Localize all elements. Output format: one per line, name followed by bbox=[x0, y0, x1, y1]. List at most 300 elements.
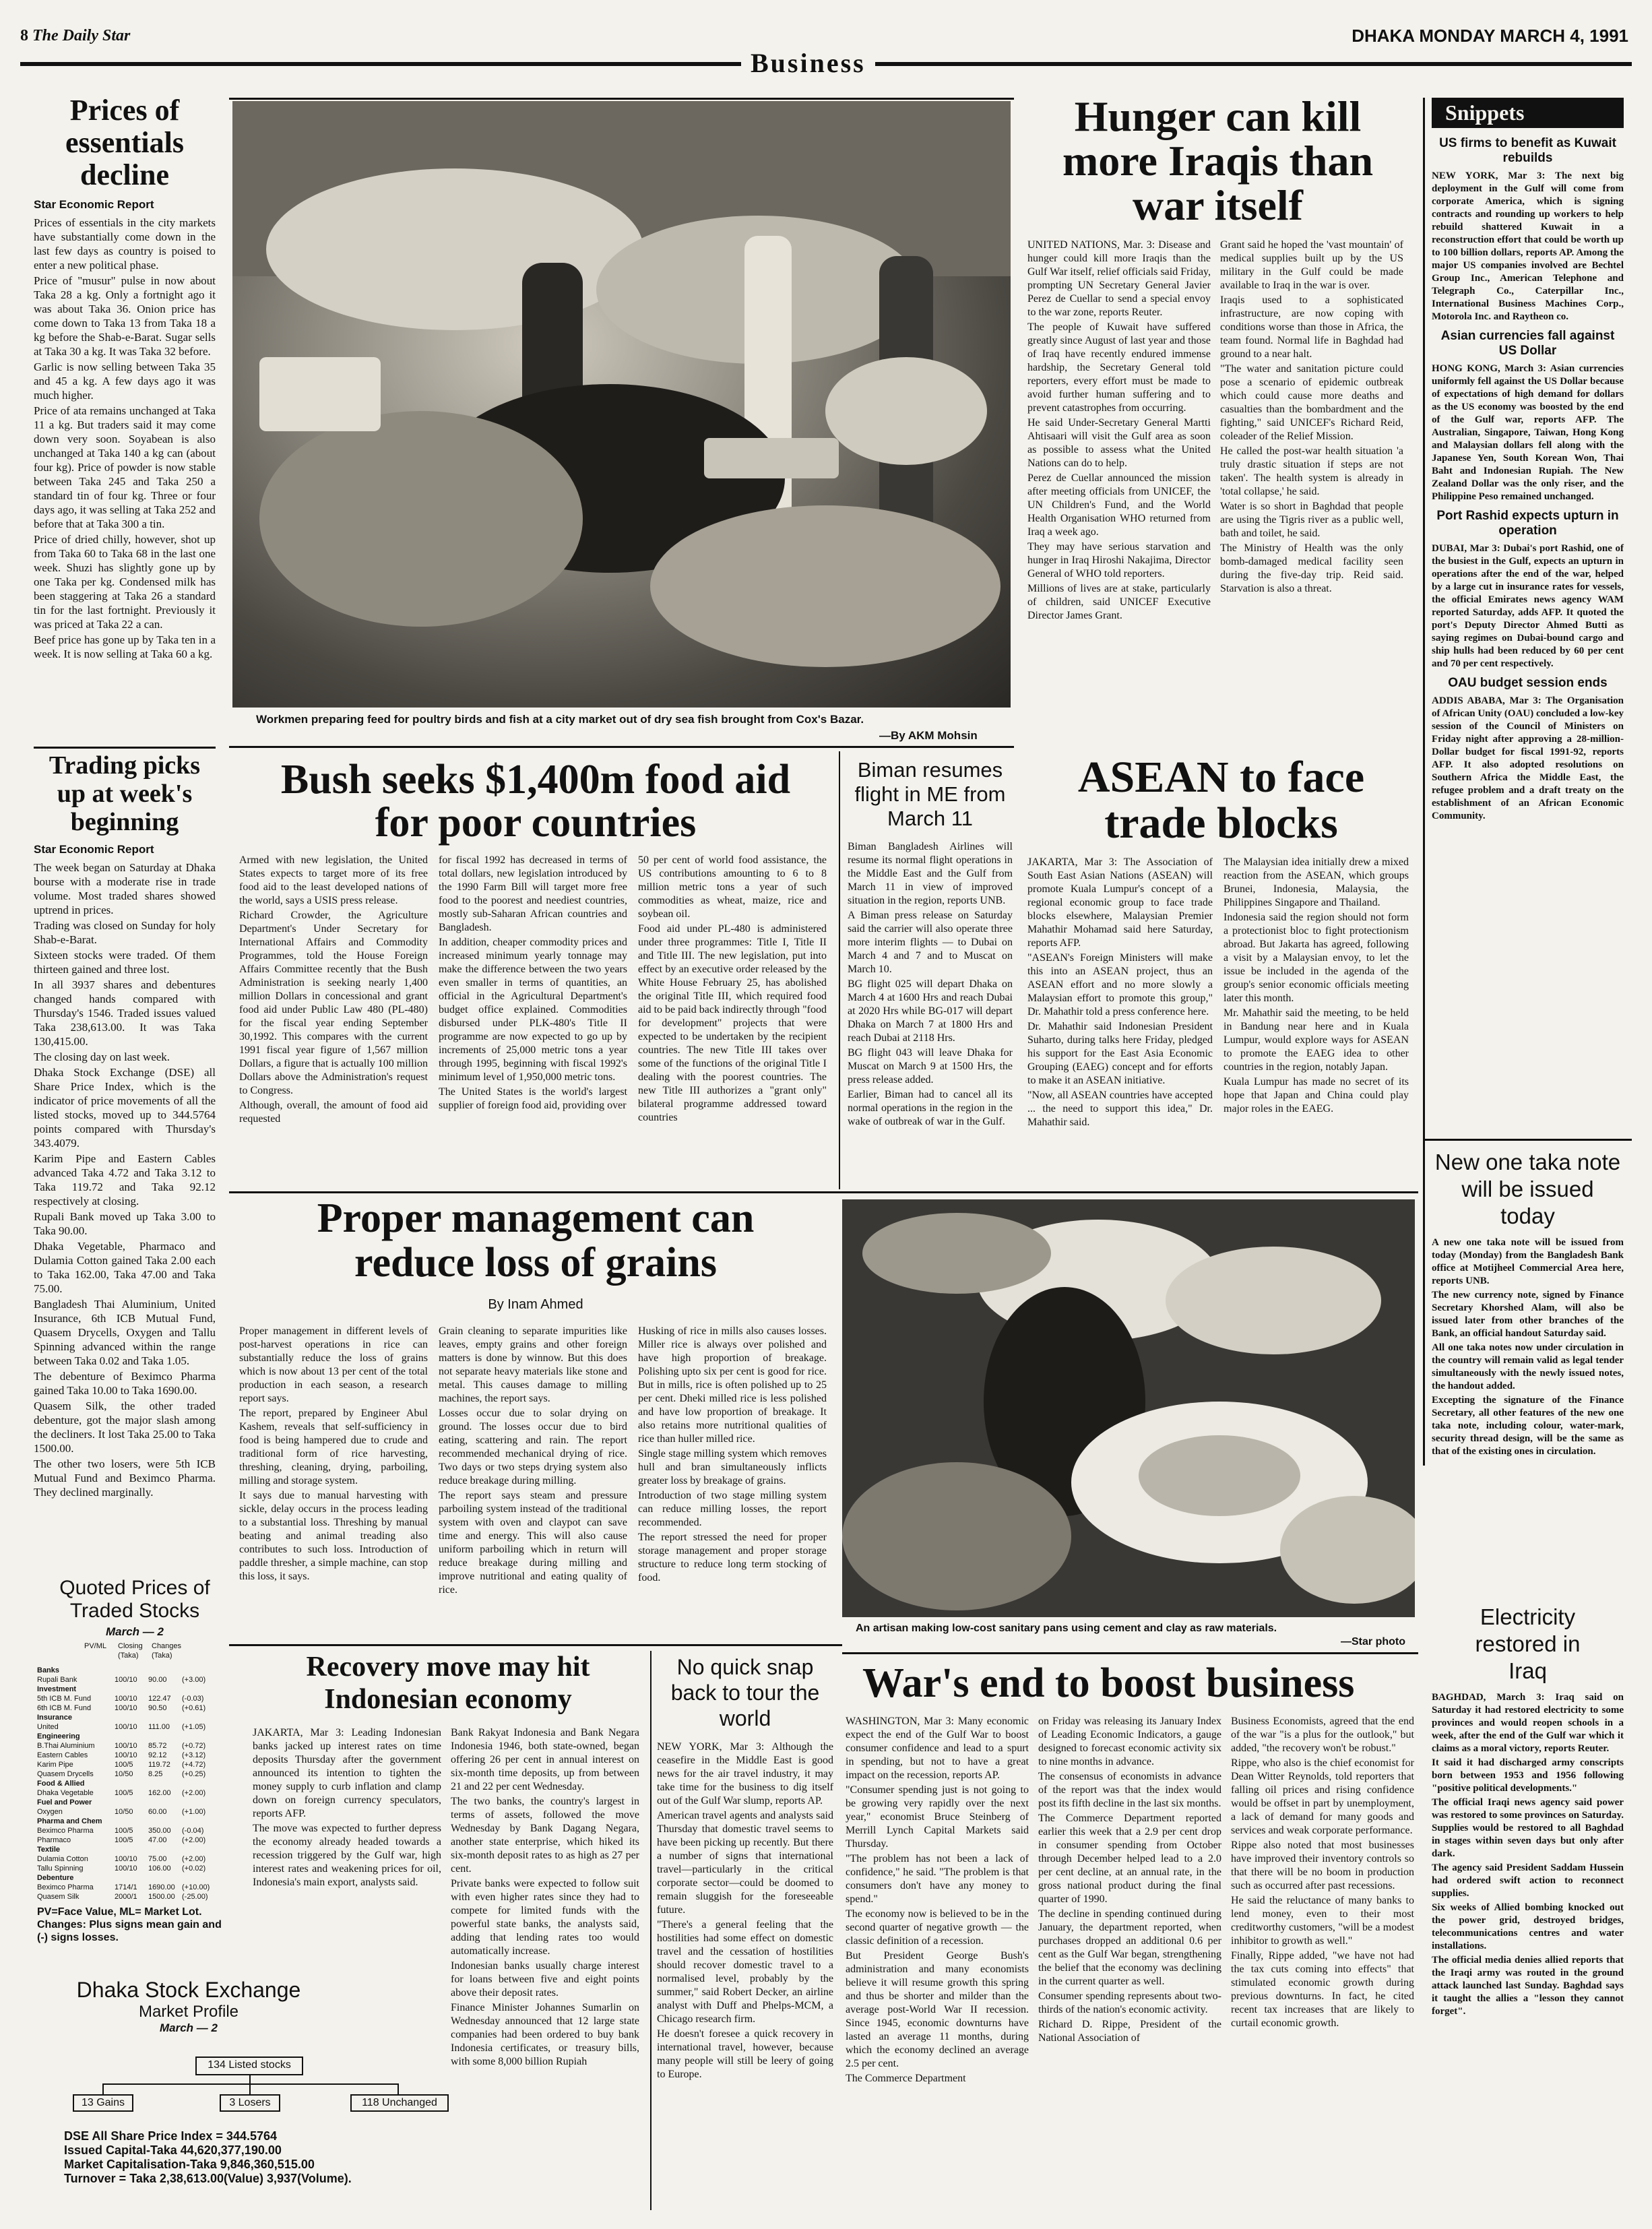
paper-name: The Daily Star bbox=[32, 27, 131, 44]
trading-para: Sixteen stocks were traded. Of them thirteen gained and three lost. bbox=[34, 949, 216, 976]
snippets-border bbox=[1423, 98, 1425, 1466]
stock-name: 6th ICB M. Fund bbox=[37, 1704, 92, 1712]
trading-para: The week began on Saturday at Dhaka bourse with a moderate rise in trade volume. Most traded shares showed uptrend in prices. bbox=[34, 861, 216, 916]
snippets-label: Snippets bbox=[1432, 98, 1624, 128]
dse-unchanged-box: 118 Unchanged bbox=[350, 2094, 449, 2112]
stock-value: (+1.00) bbox=[182, 1808, 206, 1816]
stock-value: 350.00 bbox=[148, 1827, 171, 1835]
trading-para: The debenture of Beximco Pharma gained Taka 10.00 to Taka 1690.00. bbox=[34, 1370, 216, 1397]
boost-para: Business Economists, agreed that the end of the war "is a plus for the outlook," but added, "the recovery won't be robust." bbox=[1231, 1716, 1414, 1754]
boost-article bbox=[846, 1661, 1418, 2087]
snap-headline: No quick snap back to tour the world bbox=[670, 1655, 820, 1730]
market-photo-art bbox=[232, 101, 1011, 708]
quoted-row bbox=[37, 1854, 232, 1864]
stock-value: 47.00 bbox=[148, 1836, 167, 1844]
trading-para: Dhaka Stock Exchange (DSE) all Share Price Index, which is the indicator of price movements of all the listed stocks, moved up to 344.5764 points compared with Thursday's 343.4079. bbox=[34, 1066, 216, 1150]
stock-name: Eastern Cables bbox=[37, 1751, 88, 1759]
dse-subtitle: Market Profile bbox=[138, 2003, 239, 2021]
stock-name: Insurance bbox=[37, 1714, 72, 1722]
asean-para: Dr. Mahathir said Indonesian President Suharto, during talks here Friday, pledged his support for the East Asia Economic Grouping (EAEG) concept and for efforts to make it an ASEAN initiative. bbox=[1027, 1021, 1213, 1086]
stock-value: 10/50 bbox=[115, 1808, 133, 1816]
boost-para: The economy now is believed to be in the second quarter of negative growth — the classic definition of a recession. bbox=[846, 1908, 1029, 1947]
grains-para: Losses occur due to solar drying on ground. The losses occur due to bird eating, scattering and rain. The report recommended mechanical drying of rice. Two days or two steps drying system also reduce breakage during milling. bbox=[439, 1408, 627, 1486]
indonesia-para: Bank Rakyat Indonesia and Bank Negara Indonesia 1946, both state-owned, began offering 26 per cent in annual interest on six-month time deposits, up from between 21 and 22 per cent Wednesday. bbox=[451, 1727, 639, 1792]
stock-value: 100/10 bbox=[115, 1855, 137, 1863]
trading-para: Bangladesh Thai Aluminium, United Insurance, 6th ICB Mutual Fund, Quasem Drycells, Oxygen and Tallu Spinning advanced within the range between Taka 0.02 and Taka 1.05. bbox=[34, 1298, 216, 1367]
boost-para: The consensus of economists in advance of the report was that the index would post its fifth decline in the last six months. bbox=[1038, 1771, 1221, 1809]
stock-name: United bbox=[37, 1723, 59, 1731]
stock-value: 111.00 bbox=[148, 1723, 170, 1731]
trading-para: The other two losers, were 5th ICB Mutual Fund and Beximco Pharma. They declined marginally. bbox=[34, 1457, 216, 1499]
dse-losers-box: 3 Losers bbox=[220, 2094, 280, 2112]
bush-para: In addition, cheaper commodity prices and increased minimum yearly tonnage may make the difference between the two years even smaller in terms of quantities, an official in the Agricultural Department's budget office explained. Commodities disbursed under PLK-480's Title II programme are now expected to go up by increments of 25,000 metric tons a year through 1995, beginning with fiscal 1992's minimum level of 1,950,000 metric tons. bbox=[439, 937, 627, 1083]
trading-para: In all 3937 shares and debentures changed hands compared with Thursday's 1546. Traded issues valued Taka 238,613.00. It was Taka 130,415.00. bbox=[34, 978, 216, 1048]
col-header: Closing bbox=[118, 1642, 143, 1650]
stock-value bbox=[115, 1845, 148, 1854]
biman-para: Biman Bangladesh Airlines will resume its normal flight operations in the Middle East and the Gulf from March 11 in view of improved situation in the region, reports UNB. bbox=[848, 841, 1013, 906]
quoted-row bbox=[37, 1883, 232, 1892]
boost-para: "The problem has not been a lack of confidence," he said. "The problem is that consumers don't have any money to spend." bbox=[846, 1853, 1029, 1905]
grains-para: It says due to manual harvesting with sickle, delay occurs in the process leading to a substantial loss. Threshing by manual beating and animal treading also contributes to such loss. Introduction of paddle thresher, a simple machine, can stop this loss, it says. bbox=[239, 1490, 428, 1582]
biman-para: BG flight 043 will leave Dhaka for Muscat on March 9 at 1500 Hrs, the press release added. bbox=[848, 1047, 1013, 1086]
quoted-row bbox=[37, 1694, 232, 1703]
tree-v bbox=[398, 2083, 399, 2094]
stock-value bbox=[148, 1845, 182, 1854]
boost-para: Finally, Rippe added, "we have not had the tax cuts coming into effects" that stimulated economic growth during previous downturns. In fact, he cited recent tax increases that are likely to curtail economic growth. bbox=[1231, 1950, 1414, 2029]
stock-value bbox=[148, 1817, 182, 1826]
stock-value: (-0.04) bbox=[182, 1827, 204, 1835]
stock-name: Food & Allied bbox=[37, 1780, 85, 1788]
dse-stat: Issued Capital-Taka 44,620,377,190.00 bbox=[64, 2143, 282, 2157]
quoted-row bbox=[37, 1666, 232, 1675]
electricity-para: It said it had discharged army conscripts born between 1953 and 1956 following "positive political developments." bbox=[1432, 1757, 1624, 1794]
dateline: DHAKA MONDAY MARCH 4, 1991 bbox=[1352, 26, 1628, 46]
biman-para: Earlier, Biman had to cancel all its normal operations in the region in the wake of outbreak of war in the Gulf. bbox=[848, 1089, 1013, 1127]
stock-name: Textile bbox=[37, 1846, 61, 1854]
stock-name: Investment bbox=[37, 1685, 77, 1693]
quoted-row bbox=[37, 1788, 232, 1798]
boost-para: The decline in spending continued during January, the department reported, when purchases dropped an additional 0.6 per cent as the Gulf War began, strengthening the belief that the economy was declining in the current quarter as well. bbox=[1038, 1908, 1221, 1987]
stock-value: 162.00 bbox=[148, 1789, 171, 1797]
stock-value: 92.12 bbox=[148, 1751, 167, 1759]
quoted-row bbox=[37, 1713, 232, 1722]
asean-para: JAKARTA, Mar 3: The Association of South East Asian Nations (ASEAN) will promote Kuala Lumpur's concept of a regional economic group to face trade blocks elsewhere, Malaysian Premier Mahathir Mohamad said here Saturday, reports AFP. bbox=[1027, 856, 1213, 949]
boost-para: But President George Bush's administration and many economists believe it will resume growth this spring and thus be shorter and milder than the average post-World War II recession. Since 1945, economic downturns have lasted an average 11 months, during which the economy declined an average 2.5 per cent. bbox=[846, 1950, 1029, 2069]
snippet bbox=[1432, 136, 1624, 323]
stock-value: 122.47 bbox=[148, 1695, 171, 1703]
asean-para: Kuala Lumpur has made no secret of its hope that Japan and China could play major roles in the EAEG. bbox=[1224, 1076, 1409, 1114]
quoted-table bbox=[37, 1666, 232, 1902]
boost-para: The Commerce Department bbox=[846, 2073, 966, 2084]
electricity-para: The official Iraqi news agency said power was restored to some provinces on Saturday. Supplies would be restored to all Baghdad in stages within seven days but only after dark. bbox=[1432, 1797, 1624, 1859]
stock-value: 100/10 bbox=[115, 1704, 137, 1712]
hunger-para: The Ministry of Health was the only bomb-damaged medical facility seen during the five-day trip. Reid said. Starvation is also a threat. bbox=[1220, 542, 1403, 594]
taka-para: The new currency note, signed by Finance Secretary Khorshed Alam, will also be issued later from other branches of the Bank, an official handout Saturday said. bbox=[1432, 1290, 1624, 1339]
tree-h bbox=[102, 2083, 399, 2085]
stock-value: (+4.72) bbox=[182, 1761, 206, 1769]
section-rule bbox=[842, 1652, 1418, 1654]
stock-value bbox=[182, 1685, 222, 1694]
stock-value bbox=[182, 1713, 222, 1722]
hunger-para: Grant said he hoped the 'vast mountain' of medical supplies built up by the US military in the Gulf could be made available to Iraq in the war is over. bbox=[1220, 239, 1403, 291]
asean-para: "ASEAN's Foreign Ministers will make this into an ASEAN project, thus an ASEAN effort and no more slowly a Malaysian effort to promote this group," Dr. Mahathir told a press conference here. bbox=[1027, 952, 1213, 1017]
electricity-para: The agency said President Saddam Hussein had ordered swift action to reconnect supplies. bbox=[1432, 1862, 1624, 1899]
quoted-header bbox=[37, 1641, 232, 1651]
stock-name: 5th ICB M. Fund bbox=[37, 1695, 92, 1703]
boost-para: Consumer spending represents about two-thirds of the nation's economic activity. bbox=[1038, 1990, 1221, 2015]
stock-value: (-25.00) bbox=[182, 1893, 208, 1901]
photo2-credit: —Star photo bbox=[1341, 1636, 1405, 1647]
stock-value: (+0.61) bbox=[182, 1704, 206, 1712]
electricity-para: BAGHDAD, March 3: Iraq said on Saturday it had restored electricity to some provinces and would reopen schools in a week, after the end of the Gulf war which it claims as a moral victory, reports Reuter. bbox=[1432, 1692, 1624, 1754]
taka-para: All one taka notes now under circulation in the country will remain valid as legal tender simultaneously with the newly issued notes, the handout added. bbox=[1432, 1342, 1624, 1391]
trading-article bbox=[34, 751, 216, 1501]
photo2-caption: An artisan making low-cost sanitary pans using cement and clay as raw materials. bbox=[856, 1623, 1277, 1634]
stock-value: 85.72 bbox=[148, 1742, 167, 1750]
electricity-headline: Electricity restored in Iraq bbox=[1475, 1604, 1581, 1683]
prices-para: Price of "musur" pulse in now about Taka 28 a kg. Only a fortnight ago it was about Taka 36. Onion price has come down to Taka 13 from Taka 18 a kg before the Shab-e-Barat. Sugar sells at Taka 30 a kg. It was Taka 32 before. bbox=[34, 274, 216, 358]
snippet-headline: OAU budget session ends bbox=[1448, 676, 1608, 690]
stock-value: 1714/1 bbox=[115, 1883, 137, 1891]
photo1-credit: —By AKM Mohsin bbox=[879, 729, 978, 742]
photo1-caption-text: Workmen preparing feed for poultry birds and fish at a city market out of dry sea fish brought from Cox's Bazar. bbox=[256, 713, 864, 726]
prices-para: Price of ata remains unchanged at Taka 11 a kg. But traders said it may come down very soon. Soyabean is also unchanged at Taka 140 a kg can (about four kg). Price of powder is now stable between Taka 245 and Taka 250 a standard tin of four kg. Three or four days ago, it was selling at Taka 252 and before that at Taka 300 a tin. bbox=[34, 404, 216, 530]
prices-para: Garlic is now selling between Taka 35 and 45 a kg. A few days ago it was much higher. bbox=[34, 360, 216, 402]
grains-para: Introduction of two stage milling system can reduce milling losses, the report recommended. bbox=[638, 1490, 827, 1528]
prices-headline: Prices of essentials decline bbox=[65, 94, 184, 191]
stock-value bbox=[148, 1798, 182, 1807]
grains-article bbox=[239, 1196, 832, 1598]
trading-para: Trading was closed on Sunday for holy Shab-e-Barat. bbox=[34, 919, 216, 946]
trading-para: Karim Pipe and Eastern Cables advanced Taka 4.72 and Taka 3.12 to Taka 119.72 and Taka 92.12 respectively at closing. bbox=[34, 1152, 216, 1207]
taka-article bbox=[1432, 1149, 1624, 1459]
biman-headline: Biman resumes flight in ME from March 11 bbox=[854, 758, 1006, 830]
stock-name: Pharmaco bbox=[37, 1836, 71, 1844]
stock-value bbox=[115, 1685, 148, 1694]
stock-value: (+2.00) bbox=[182, 1855, 206, 1863]
bush-para: The United States is the world's largest supplier of foreign food aid, providing over bbox=[439, 1086, 627, 1111]
stock-value: 10/50 bbox=[115, 1770, 133, 1778]
stock-value: 106.00 bbox=[148, 1864, 171, 1873]
snippets-bottom bbox=[1423, 1139, 1632, 1141]
trading-para: Rupali Bank moved up Taka 3.00 to Taka 90.00. bbox=[34, 1210, 216, 1237]
indonesia-para: JAKARTA, Mar 3: Leading Indonesian banks jacked up interest rates on time deposits Thursday after the government announced its intention to tighten the money supply to curb inflation and clamp down on foreign currency speculators, reports AFP. bbox=[253, 1727, 441, 1819]
dse-stat: DSE All Share Price Index = 344.5764 bbox=[64, 2129, 278, 2143]
stock-value bbox=[115, 1817, 148, 1826]
snippet-text: DUBAI, Mar 3: Dubai's port Rashid, one of the busiest in the Gulf, expects an upturn in operations after the end of the war, helped by a large cut in insurance rates for vessels, the official Emirates news agency WAM reported Saturday, adds AFP. It quoted the port's Deputy Director Ahmed Butti as saying regimes on Dubai-bound cargo and ship hulls had been reduced by 60 per cent and 70 per cent respectively. bbox=[1432, 543, 1624, 669]
indonesia-para: Finance Minister Johannes Sumarlin on Wednesday announced that 12 large state companies had been ordered to buy bank Indonesia certificates, or treasury bills, with some 8,000 billion Rupiah bbox=[451, 2002, 639, 2067]
boost-para: The Commerce Department reported earlier this week that a 2.9 per cent drop in consumer spending from October through December helped lead to a 2.0 per cent decline, at an annual rate, in the gross national product during the final quarter of 1990. bbox=[1038, 1813, 1221, 1905]
stock-name: Karim Pipe bbox=[37, 1761, 73, 1769]
hunger-para: The people of Kuwait have suffered greatly since August of last year and those of Iraq have recently endured immense hardship, the Secretary General told reporters, every effort must be made to avoid further human suffering and to prevent catastrophes from occurring. bbox=[1027, 321, 1211, 414]
col-sub: (Taka) bbox=[118, 1652, 139, 1660]
quoted-row bbox=[37, 1703, 232, 1713]
quoted-prices bbox=[37, 1577, 232, 1944]
prices-article bbox=[34, 94, 216, 662]
stock-value: (+0.25) bbox=[182, 1770, 206, 1778]
quoted-row bbox=[37, 1864, 232, 1873]
stock-value bbox=[148, 1779, 182, 1788]
stock-name: Fuel and Power bbox=[37, 1798, 92, 1807]
stock-name: Engineering bbox=[37, 1732, 80, 1740]
column-rule bbox=[34, 747, 216, 749]
taka-para: A new one taka note will be issued from today (Monday) from the Bangladesh Bank office at Motijheel Commercial Area here, reports UNB. bbox=[1432, 1237, 1624, 1286]
snippet bbox=[1432, 329, 1624, 503]
grains-para: The report stressed the need for proper storage management and proper storage structure to reduce long term stocking of food. bbox=[638, 1532, 827, 1583]
stock-value: (+2.00) bbox=[182, 1836, 206, 1844]
quoted-row bbox=[37, 1732, 232, 1741]
stock-name: Tallu Spinning bbox=[37, 1864, 84, 1873]
stock-value: (+2.00) bbox=[182, 1789, 206, 1797]
quoted-row bbox=[37, 1873, 232, 1883]
electricity-para: The official media denies allied reports that the Iraqi army was routed in the ground attack launched last Sunday. Baghdad says it taught the allies a "lesson they cannot forget". bbox=[1432, 1955, 1624, 2017]
stock-name: Dhaka Vegetable bbox=[37, 1789, 94, 1797]
stock-name: Beximco Pharma bbox=[37, 1827, 94, 1835]
section-rule bbox=[229, 1191, 1418, 1193]
grains-para: Proper management in different levels of post-harvest operations in rice can substantially reduce the loss of grains which is now about 13 per cent of the total production in each season, a research report says. bbox=[239, 1325, 428, 1404]
indonesia-headline: Recovery move may hit Indonesian economy bbox=[306, 1652, 590, 1715]
biman-para: A Biman press release on Saturday said the carrier will also operate three more interim flights — to Dubai on March 4 and 7 and to Muscat on March 10. bbox=[848, 910, 1013, 975]
snippet-text: NEW YORK, Mar 3: The next big deployment in the Gulf will come from corporate America, which is signing contracts and rounding up workers to help rebuild shattered Kuwait in a reconstruction effort that could be worth up to 100 billion dollars, reports AP. Among the major US companies involved are Bechtel Group Inc., American Telephone and Telegraph Co., Caterpillar Inc., International Business Machines Corp., Motorola Inc. and Raytheon co. bbox=[1432, 170, 1624, 322]
stock-value: 100/10 bbox=[115, 1742, 137, 1750]
stock-value: 90.50 bbox=[148, 1704, 167, 1712]
quoted-row bbox=[37, 1751, 232, 1760]
stock-name: Oxygen bbox=[37, 1808, 63, 1816]
boost-para: Richard D. Rippe, President of the National Association of bbox=[1038, 2019, 1221, 2044]
grains-para: Single stage milling system which removes hull and bran simultaneously inflicts greater loss by breakage of grains. bbox=[638, 1448, 827, 1486]
quoted-row bbox=[37, 1741, 232, 1751]
stock-name: Rupali Bank bbox=[37, 1676, 77, 1684]
stock-value: 8.25 bbox=[148, 1770, 163, 1778]
col-header: Changes bbox=[152, 1642, 182, 1650]
stock-value: 1690.00 bbox=[148, 1883, 175, 1891]
quoted-row bbox=[37, 1779, 232, 1788]
artisan-photo-art bbox=[842, 1199, 1415, 1617]
grains-para: Husking of rice in mills also causes losses. Miller rice is always over polished and have high proportion of breakage. Polishing upto six per cent is good for rice. But in mills, rice is often polished up to 25 per cent. Dheki milled rice is less polished and have low proportion of breakage. It also retains more nutritional qualities of rice than huller milled rice. bbox=[638, 1325, 827, 1445]
snippet-headline: Asian currencies fall against US Dollar bbox=[1440, 329, 1615, 358]
bush-headline: Bush seeks $1,400m food aid for poor countries bbox=[280, 757, 791, 846]
stock-name: Quasem Silk bbox=[37, 1893, 80, 1901]
section-title: Business bbox=[741, 47, 875, 79]
quoted-subheader bbox=[37, 1651, 232, 1660]
stock-name: Quasem Drycells bbox=[37, 1770, 94, 1778]
stock-value bbox=[115, 1873, 148, 1883]
grains-para: Grain cleaning to separate impurities like leaves, empty grains and other foreign matters is done by winnow. But this does not separate heavy materials like stone and metal. This causes damage to milling machines, the report says. bbox=[439, 1325, 627, 1404]
stock-name: Dulamia Cotton bbox=[37, 1855, 88, 1863]
quoted-row bbox=[37, 1675, 232, 1685]
boost-para: Rippe also noted that most businesses have improved their inventory controls so that there will be no boom in production such as occurred after past recessions. bbox=[1231, 1840, 1414, 1891]
indonesia-para: Private banks were expected to follow suit with even higher rates since they had to compete for limited funds with the powerful state banks, the analysts said, adding that lending rates too would automatically increase. bbox=[451, 1878, 639, 1957]
quoted-date: March — 2 bbox=[106, 1625, 164, 1638]
dse-listed-box: 134 Listed stocks bbox=[195, 2057, 303, 2075]
quoted-row bbox=[37, 1845, 232, 1854]
stock-value: 100/10 bbox=[115, 1751, 137, 1759]
grains-byline: By Inam Ahmed bbox=[488, 1297, 583, 1312]
stock-value: (-0.03) bbox=[182, 1695, 204, 1703]
dse-title: Dhaka Stock Exchange bbox=[76, 1978, 301, 2002]
bush-para: Although, overall, the amount of food aid requested bbox=[239, 1100, 428, 1125]
asean-para: The Malaysian idea initially drew a mixed reaction from the ASEAN, which groups Brunei, Indonesia, Malaysia, the Philippines Singapore and Thailand. bbox=[1224, 856, 1409, 908]
hunger-para: He said Under-Secretary General Martti Ahtisaari will visit the Gulf area as soon as possible to assess what the United Nations can do to help. bbox=[1027, 417, 1211, 469]
col-sub: (Taka) bbox=[152, 1652, 172, 1660]
asean-headline: ASEAN to face trade blocks bbox=[1077, 753, 1365, 848]
stock-value bbox=[115, 1779, 148, 1788]
photo1-caption bbox=[256, 713, 997, 726]
bush-article bbox=[239, 758, 832, 1127]
trading-headline: Trading picks up at week's beginning bbox=[49, 751, 201, 836]
stock-value: (+3.00) bbox=[182, 1676, 206, 1684]
stock-value bbox=[182, 1732, 222, 1741]
stock-name: Pharma and Chem bbox=[37, 1817, 102, 1825]
stock-value bbox=[148, 1873, 182, 1883]
hunger-para: Millions of lives are at stake, particularly of children, said UNICEF Executive Director James Grant. bbox=[1027, 583, 1211, 621]
hunger-para: Iraqis used to a sophisticated infrastructure, are now coping with conditions worse than those in Africa, the team found. Normal life in Baghdad had ground to a near halt. bbox=[1220, 294, 1403, 360]
stock-value bbox=[182, 1779, 222, 1788]
column-rule bbox=[839, 751, 840, 1189]
stock-value: (+3.12) bbox=[182, 1751, 206, 1759]
stock-value bbox=[182, 1817, 222, 1826]
stock-name: Beximco Pharma bbox=[37, 1883, 94, 1891]
stock-value: 100/10 bbox=[115, 1864, 137, 1873]
prices-para: Beef price has gone up by Taka ten in a week. It is now selling at Taka 60 a kg. bbox=[34, 633, 216, 660]
trading-para: The closing day on last week. bbox=[34, 1050, 170, 1063]
electricity-article bbox=[1432, 1604, 1624, 2019]
snap-article bbox=[657, 1654, 833, 2083]
asean-article bbox=[1027, 755, 1415, 1131]
dse-gains-box: 13 Gains bbox=[73, 2094, 133, 2112]
boost-para: WASHINGTON, Mar 3: Many economic expect the end of the Gulf War to boost consumer confidence and lead to a spurt in spending, but not to have a great impact on the recession, reports AP. bbox=[846, 1716, 1029, 1781]
boost-para: He said the reluctance of many banks to lend money, even to their most creditworthy customers, "will be a modest inhibitor to growth as well." bbox=[1231, 1895, 1414, 1947]
photo-frame bbox=[229, 98, 1014, 100]
quoted-row bbox=[37, 1722, 232, 1732]
quoted-row bbox=[37, 1807, 232, 1817]
hunger-para: "The water and sanitation picture could pose a scenario of epidemic outbreak which could cause more deaths and casualties than the bombardment and the fighting," said UNICEF's Richard Reid, coleader of the Relief Mission. bbox=[1220, 363, 1403, 442]
bush-para: 50 per cent of world food assistance, the US contributions amounting to 6 to 8 million metric tons a year of such commodities as wheat, maize, rice and soybean oil. bbox=[638, 854, 827, 920]
bush-para: Armed with new legislation, the United States expects to target more of its free food aid to the least developed nations of the world, says a USIS press release. bbox=[239, 854, 428, 906]
stock-value bbox=[182, 1666, 222, 1675]
col-header: PV/ML bbox=[84, 1642, 107, 1650]
dse-stat: Turnover = Taka 2,38,613.00(Value) 3,937(Volume). bbox=[64, 2172, 352, 2185]
stock-value bbox=[148, 1713, 182, 1722]
quoted-footnote: PV=Face Value, ML= Market Lot. Changes: Plus signs mean gain and (-) signs losses. bbox=[37, 1906, 222, 1943]
stock-value bbox=[148, 1732, 182, 1741]
asean-para: Indonesia said the region should not form a protectionist bloc to fight protectionism abroad. But Jakarta has agreed, following a visit by a Malaysian envoy, to let the issue be included in the agenda of the group's senior economic officials meeting later this month. bbox=[1224, 912, 1409, 1004]
trading-para: Dhaka Vegetable, Pharmaco and Dulamia Cotton gained Taka 2.00 each to Taka 162.00, Taka 47.00 and Taka 75.00. bbox=[34, 1240, 216, 1295]
hunger-para: Perez de Cuellar announced the mission after meeting officials from UNICEF, the UN Children's Fund, and the World Health Organisation WHO returned from Iraq a week ago. bbox=[1027, 472, 1211, 538]
stock-value: 100/5 bbox=[115, 1789, 133, 1797]
tree-v bbox=[102, 2083, 104, 2094]
snippet-headline: US firms to benefit as Kuwait rebuilds bbox=[1439, 136, 1616, 165]
snippet-headline: Port Rashid expects upturn in operation bbox=[1436, 509, 1619, 538]
stock-value: 100/10 bbox=[115, 1695, 137, 1703]
snippet-text: ADDIS ABABA, Mar 3: The Organisation of African Unity (OAU) concluded a low-key session of the Council of Ministers on Friday night after approving a 28-million-Dollar budget for fiscal 1991-92, reports AFP. It also adopted resolutions on Southern Africa the Middle East, the refugee problem and a draft treaty on the establishment of an African Economic Community. bbox=[1432, 695, 1624, 821]
tree-v bbox=[249, 2075, 251, 2083]
page-number bbox=[20, 27, 130, 45]
grains-headline: Proper management can reduce loss of grains bbox=[317, 1195, 755, 1286]
stock-name: Debenture bbox=[37, 1874, 74, 1882]
stock-value bbox=[115, 1713, 148, 1722]
quoted-row bbox=[37, 1769, 232, 1779]
quoted-row bbox=[37, 1760, 232, 1769]
hunger-para: They may have serious starvation and hunger in Iraq Hiroshi Nakajima, Director General of WHO told reporters. bbox=[1027, 541, 1211, 579]
snippet bbox=[1432, 676, 1624, 823]
stock-value: 1500.00 bbox=[148, 1893, 175, 1901]
snap-para: NEW YORK, Mar 3: Although the ceasefire in the Middle East is good news for the air travel industry, it may take time for the business to dig itself out of the Gulf War slump, reports AP. bbox=[657, 1741, 833, 1807]
stock-value: 100/5 bbox=[115, 1761, 133, 1769]
bush-para: Food aid under PL-480 is administered under three programmes: Title I, Title II and Title III. The new legislation, put into effect by an executive order released by the White House February 25, has abolished the original Title III, which required food aid to be paid back indirectly through "food for development" projects that were expected to be undertaken by the recipient countries. The new Title III takes over some of the functions of the original Title I dealing with the poorest countries. The new Title III authorizes a "grant only" bilateral programme addressed toward countries bbox=[638, 923, 827, 1123]
asean-para: Mr. Mahathir said the meeting, to be held in Bandung near here and in Kuala Lumpur, would explore ways for ASEAN to promote the EAEG idea to other countries in the region, notably Japan. bbox=[1224, 1007, 1409, 1073]
stock-value bbox=[182, 1798, 222, 1807]
grains-para: The report says steam and pressure parboiling system instead of the traditional system with oven and claypot can save time and energy. This will also cause uniform parboiling which in return will reduce breakage during milling and improve nutritional and eating quality of rice. bbox=[439, 1490, 627, 1596]
stock-value: (+0.72) bbox=[182, 1742, 206, 1750]
column-rule bbox=[650, 1651, 652, 2210]
stock-value: (+1.05) bbox=[182, 1723, 206, 1731]
snippet-text: HONG KONG, March 3: Asian currencies uniformly fell against the US Dollar because of expectations of high demand for dollars as the US economy was boosted by the end of the Gulf war, reports AFP. The Australian, Singapore, Taiwan, Hong Kong and Malaysian dollars fell along with the Japanese Yen, South Korean Won, Thai Baht and Indonesian Rupiah. The New Zealand Dollar was the only riser, and the Philippine Peso remained unchanged. bbox=[1432, 363, 1624, 502]
stock-value: 100/10 bbox=[115, 1676, 137, 1684]
photo-rule bbox=[229, 746, 1014, 748]
quoted-row bbox=[37, 1685, 232, 1694]
stock-name: Banks bbox=[37, 1666, 60, 1674]
boost-para: "Consumer spending just is not going to be growing very rapidly over the next year," economist Bruce Steinberg of Merrill Lynch Capital Markets said Thursday. bbox=[846, 1784, 1029, 1850]
quoted-row bbox=[37, 1798, 232, 1807]
stock-value: 60.00 bbox=[148, 1808, 167, 1816]
section-rule bbox=[229, 1644, 842, 1646]
trading-para: Quasem Silk, the other traded debenture, got the major slash among the decliners. It lost Taka 25.00 to Taka 1500.00. bbox=[34, 1400, 216, 1455]
indonesia-para: Indonesian banks usually charge interest for loans between five and eight points above their deposit rates. bbox=[451, 1960, 639, 1999]
snippet bbox=[1432, 509, 1624, 670]
bush-para: Richard Crowder, the Agriculture Department's Under Secretary for International Affairs and Commodity Programmes, told the House Foreign Affairs Committee recently that the Bush Administration is seeking nearly 1,400 million Dollars in concessional and grant food aid under Public Law 480 (PL-480) for the fiscal year ending September 30,1992. This compares with the current 1991 fiscal year figure of 1,567 million Dollars, a figure that is actually 100 million Dollars above the Administration's request to Congress. bbox=[239, 910, 428, 1096]
dse-stats bbox=[64, 2129, 468, 2186]
stock-value bbox=[148, 1685, 182, 1694]
stock-value bbox=[115, 1732, 148, 1741]
snippets-column bbox=[1432, 98, 1624, 823]
stock-value: 100/5 bbox=[115, 1827, 133, 1835]
boost-headline: War's end to boost business bbox=[862, 1660, 1355, 1706]
boost-para: on Friday was releasing its January Index of Leading Economic Indicators, a gauge designed to forecast economic activity six to nine months in advance. bbox=[1038, 1716, 1221, 1767]
quoted-row bbox=[37, 1817, 232, 1826]
electricity-para: Six weeks of Allied bombing knocked out the power grid, destroyed bridges, telecommunications centres and water installations. bbox=[1432, 1902, 1624, 1951]
taka-headline: New one taka note will be issued today bbox=[1434, 1150, 1621, 1228]
stock-value bbox=[148, 1666, 182, 1675]
biman-para: BG flight 025 will depart Dhaka on March 4 at 1600 Hrs and reach Dubai at 2020 Hrs while BG-017 will depart Dhaka on March 7 at 1800 Hrs and reach Dubai at 2118 Hrs. bbox=[848, 978, 1013, 1044]
stock-value: (+10.00) bbox=[182, 1883, 210, 1891]
hunger-para: Water is so short in Baghdad that people are using the Tigris river as a public well, bath and toilet, he said. bbox=[1220, 501, 1403, 539]
stock-value: 2000/1 bbox=[115, 1893, 137, 1901]
stock-value: 90.00 bbox=[148, 1676, 167, 1684]
indonesia-para: The two banks, the country's largest in terms of assets, followed the move Wednesday by Bank Dagang Negara, another state enterprise, which hiked its six-month deposit rates to as high as 27 per cent. bbox=[451, 1796, 639, 1875]
stock-value bbox=[115, 1666, 148, 1675]
trading-byline: Star Economic Report bbox=[34, 843, 154, 856]
dse-date: March — 2 bbox=[160, 2021, 218, 2034]
snap-para: "There's a general feeling that the hostilities had some effect on domestic travel and the cessation of hostilities should recover domestic travel to a normalised level, probably by the summer," said Robert Decker, an airline analyst with Duff and Phelps-MCM, a Chicago research firm. bbox=[657, 1919, 833, 2025]
hunger-headline: Hunger can kill more Iraqis than war itself bbox=[1062, 92, 1374, 229]
grains-para: The report, prepared by Engineer Abul Kashem, reveals that self-sufficiency in food is being hampered due to crude and traditional form of rice harvesting, threshing, cleaning, drying, parboiling, milling and storage system. bbox=[239, 1408, 428, 1486]
prices-para: Price of dried chilly, however, shot up from Taka 60 to Taka 68 in the last one week. Shuzi has slightly gone up by one Taka per kg. Condensed milk has been staggering at Taka 26 a standard tin for the last fortnight. Previously it was priced at Taka 22 a can. bbox=[34, 533, 216, 631]
stock-value bbox=[182, 1845, 222, 1854]
stock-value: (+0.02) bbox=[182, 1864, 206, 1873]
boost-para: Rippe, who also is the chief economist for Dean Witter Reynolds, told reporters that falling oil prices and rising confidence would be offset in part by unemployment, a lack of demand for many goods and services and weak corporate performance. bbox=[1231, 1757, 1414, 1836]
taka-para: Excepting the signature of the Finance Secretary, all other features of the new one taka note, including colour, water-mark, security thread design, will be the same as that of the existing ones in circulation. bbox=[1432, 1395, 1624, 1457]
quoted-row bbox=[37, 1892, 232, 1902]
stock-value bbox=[115, 1798, 148, 1807]
indonesia-article bbox=[253, 1651, 643, 2070]
asean-para: "Now, all ASEAN countries have accepted ... the need to support this idea," Dr. Mahathir said. bbox=[1027, 1090, 1213, 1128]
market-photo bbox=[232, 101, 1011, 708]
stock-value: 75.00 bbox=[148, 1855, 167, 1863]
hunger-para: UNITED NATIONS, Mar. 3: Disease and hunger could kill more Iraqis than the Gulf War itself, relief officials said Friday, prompting UN Secretary General Javier Perez de Cuellar to send a special envoy to the war zone, reports Reuter. bbox=[1027, 239, 1211, 318]
quoted-row bbox=[37, 1826, 232, 1835]
biman-article bbox=[848, 758, 1013, 1130]
